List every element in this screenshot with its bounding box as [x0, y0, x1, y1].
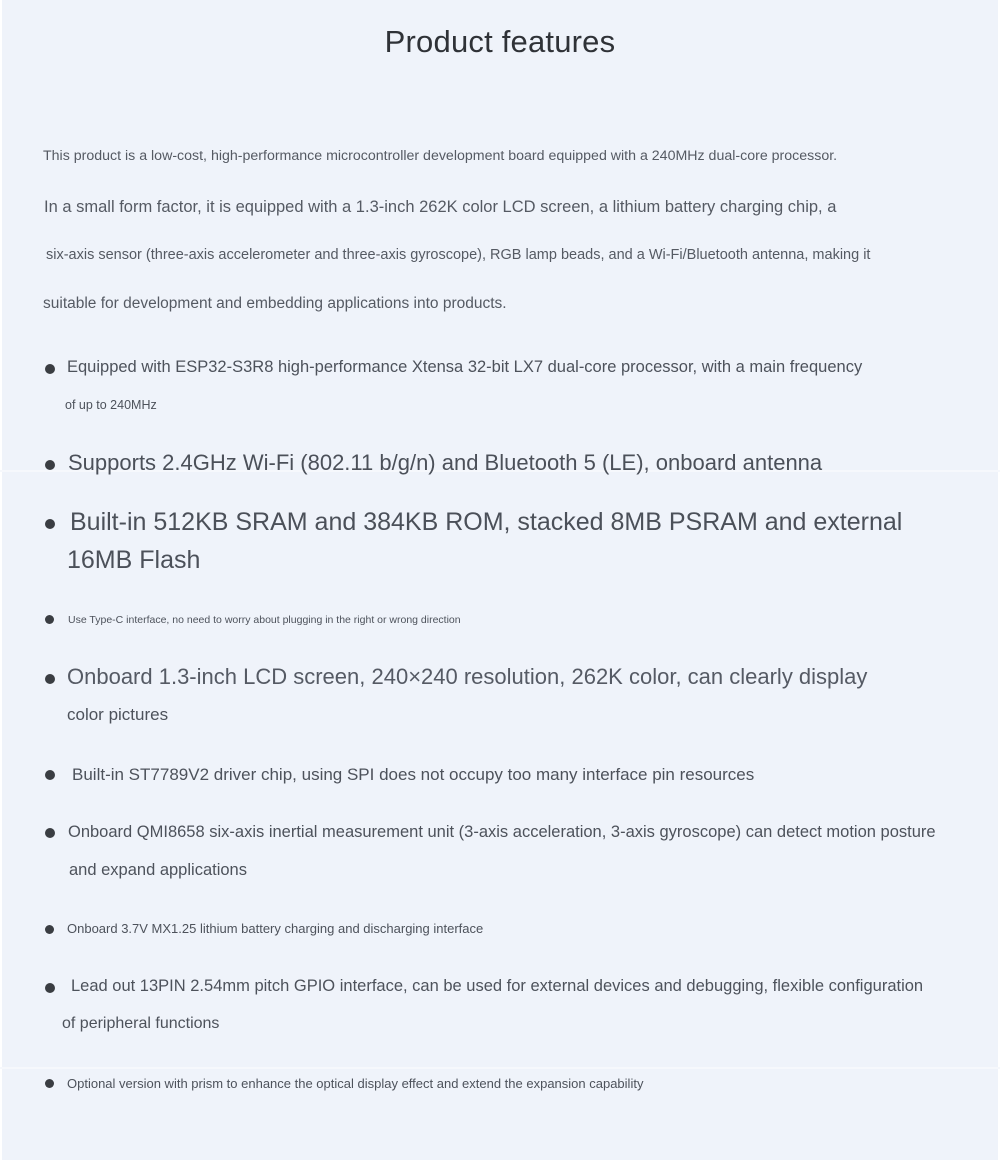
- feature-text: and expand applications: [69, 861, 247, 879]
- page-title: Product features: [384, 24, 616, 59]
- bullet-icon: [45, 828, 55, 838]
- feature-text: Optional version with prism to enhance the optical display effect and extend the expansion capability: [67, 1076, 644, 1091]
- intro-line: suitable for development and embedding applications into products.: [43, 295, 507, 312]
- divider: [0, 1067, 1000, 1069]
- feature-text: color pictures: [67, 705, 169, 724]
- feature-text: Onboard QMI8658 six-axis inertial measurement unit (3-axis acceleration, 3-axis gyroscope) can detect motion posture: [68, 823, 936, 841]
- bullet-icon: [45, 925, 54, 934]
- feature-text: Built-in ST7789V2 driver chip, using SPI does not occupy too many interface pin resources: [72, 765, 755, 784]
- feature-text: Onboard 3.7V MX1.25 lithium battery charging and discharging interface: [67, 921, 484, 936]
- intro-line: This product is a low-cost, high-performance microcontroller development board equipped with a 240MHz dual-core processor.: [43, 148, 838, 164]
- bullet-icon: [45, 615, 54, 624]
- feature-text: of up to 240MHz: [65, 398, 157, 412]
- feature-text: 16MB Flash: [67, 546, 201, 574]
- bullet-icon: [45, 770, 55, 780]
- bullet-icon: [45, 983, 55, 993]
- intro-line: six-axis sensor (three-axis accelerometer and three-axis gyroscope), RGB lamp beads, and a Wi-Fi/Bluetooth antenna, making it: [46, 247, 871, 263]
- bullet-icon: [45, 519, 55, 529]
- bullet-icon: [45, 460, 55, 470]
- feature-text: Built-in 512KB SRAM and 384KB ROM, stacked 8MB PSRAM and external: [70, 508, 903, 536]
- bullet-icon: [45, 364, 55, 374]
- feature-text: Equipped with ESP32-S3R8 high-performance Xtensa 32-bit LX7 dual-core processor, with a main frequency: [67, 358, 863, 376]
- feature-text: Lead out 13PIN 2.54mm pitch GPIO interface, can be used for external devices and debugging, flexible configuration: [71, 977, 924, 995]
- bullet-icon: [45, 674, 55, 684]
- feature-text: Onboard 1.3-inch LCD screen, 240×240 resolution, 262K color, can clearly display: [67, 664, 868, 689]
- feature-text: Supports 2.4GHz Wi-Fi (802.11 b/g/n) and Bluetooth 5 (LE), onboard antenna: [68, 450, 823, 475]
- feature-text: of peripheral functions: [62, 1015, 220, 1032]
- bullet-icon: [45, 1079, 54, 1088]
- left-border: [0, 0, 2, 1162]
- feature-text: Use Type-C interface, no need to worry about plugging in the right or wrong direction: [68, 614, 461, 626]
- intro-line: In a small form factor, it is equipped with a 1.3-inch 262K color LCD screen, a lithium battery charging chip, a: [44, 198, 837, 216]
